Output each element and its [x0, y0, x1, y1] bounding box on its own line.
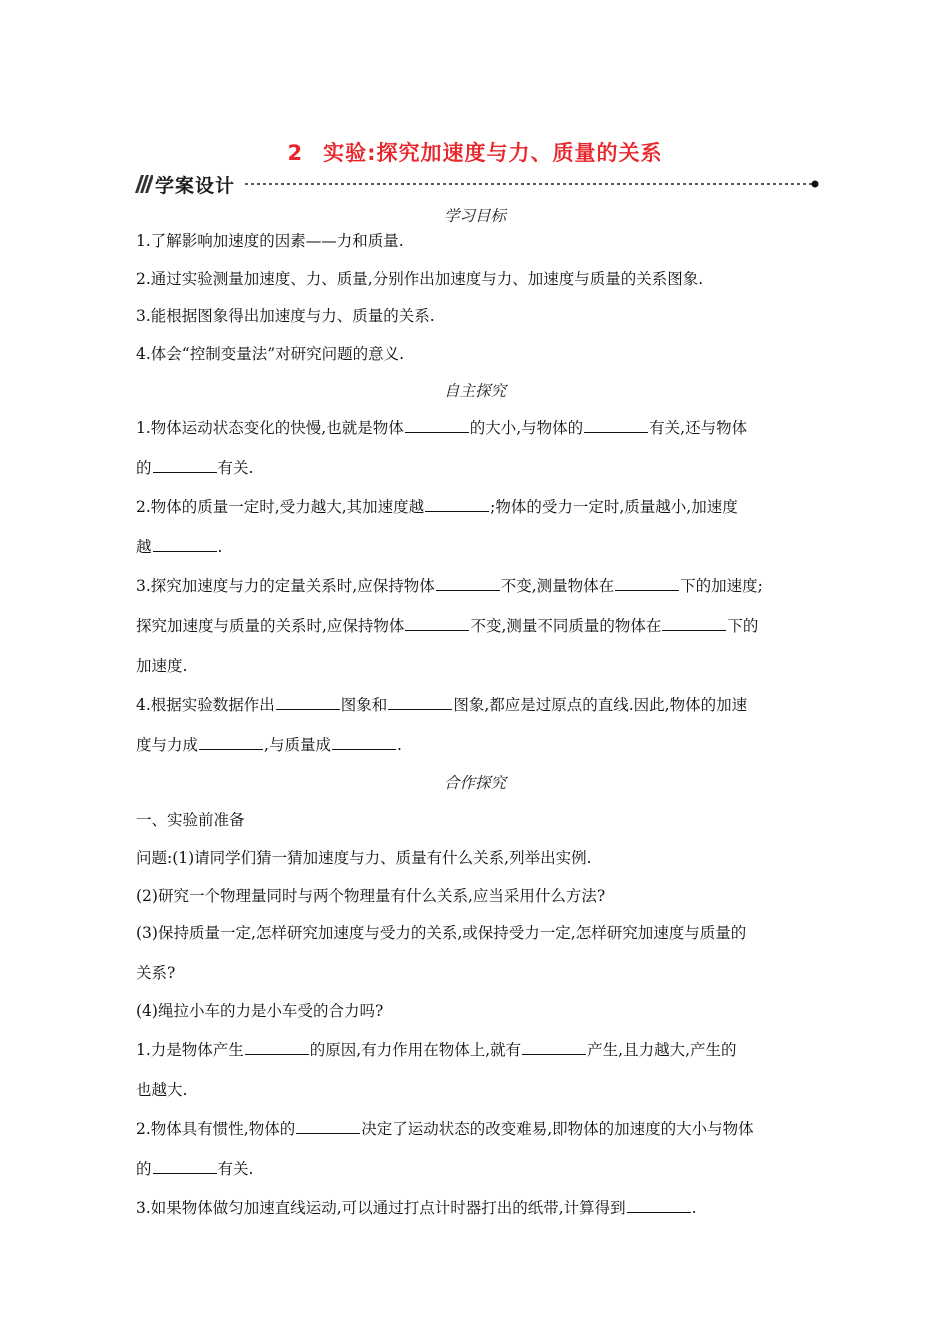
self-q3-line1: 3.探究加速度与力的定量关系时,应保持物体 不变,测量物体在 下的加速度; [136, 577, 763, 595]
page-title [0, 137, 950, 167]
coop-c1-line1: 1.力是物体产生 的原因,有力作用在物体上,就有 产生,且力越大,产生的 [136, 1041, 737, 1059]
self-q1-line1: 1.物体运动状态变化的快慢,也就是物体 的大小,与物体的 有关,还与物体 [136, 419, 748, 437]
self-q4-line2: 度与力成 ,与质量成 . [136, 736, 402, 754]
coop-part-title: 一、实验前准备 [136, 811, 245, 829]
coop-c2-line2: 的 有关. [136, 1160, 254, 1178]
goal-line: 4.体会“控制变量法”对研究问题的意义. [136, 345, 405, 363]
self-q3-line2: 探究加速度与质量的关系时,应保持物体 不变,测量不同质量的物体在 下的 [136, 617, 759, 635]
banner-label: 学案设计 [155, 175, 236, 197]
goal-line: 1.了解影响加速度的因素——力和质量. [136, 232, 404, 250]
answer-blank[interactable] [153, 1159, 217, 1174]
section-number: 2 [287, 141, 304, 165]
section-banner [135, 170, 820, 198]
answer-blank[interactable] [296, 1119, 360, 1134]
goals-heading: 学习目标 [443, 207, 506, 225]
answer-blank[interactable] [584, 418, 648, 433]
answer-blank[interactable] [276, 695, 340, 710]
answer-blank[interactable] [405, 616, 469, 631]
self-heading: 自主探究 [443, 382, 506, 400]
self-q4-line1: 4.根据实验数据作出 图象和 图象,都应是过原点的直线.因此,物体的加速 [136, 696, 748, 714]
answer-blank[interactable] [425, 497, 489, 512]
answer-blank[interactable] [662, 616, 726, 631]
coop-heading: 合作探究 [443, 774, 506, 792]
stripes-icon [135, 175, 153, 193]
coop-question: (4)绳拉小车的力是小车受的合力吗? [136, 1002, 384, 1020]
coop-question: (3)保持质量一定,怎样研究加速度与受力的关系,或保持受力一定,怎样研究加速度与质量的 [136, 924, 747, 942]
coop-c3-line1: 3.如果物体做匀加速直线运动,可以通过打点计时器打出的纸带,计算得到 . [136, 1199, 697, 1217]
coop-c2-line1: 2.物体具有惯性,物体的 决定了运动状态的改变难易,即物体的加速度的大小与物体 [136, 1120, 754, 1138]
self-q2-line2: 越 . [136, 538, 223, 556]
answer-blank[interactable] [522, 1040, 586, 1055]
coop-question: (2)研究一个物理量同时与两个物理量有什么关系,应当采用什么方法? [136, 887, 606, 905]
answer-blank[interactable] [332, 735, 396, 750]
answer-blank[interactable] [153, 458, 217, 473]
answer-blank[interactable] [388, 695, 452, 710]
answer-blank[interactable] [245, 1040, 309, 1055]
goal-line: 2.通过实验测量加速度、力、质量,分别作出加速度与力、加速度与质量的关系图象. [136, 270, 704, 288]
coop-question: 问题:(1)请同学们猜一猜加速度与力、质量有什么关系,列举出实例. [136, 849, 592, 867]
coop-c1-line2: 也越大. [136, 1081, 188, 1099]
answer-blank[interactable] [627, 1198, 691, 1213]
title-text: 实验:探究加速度与力、质量的关系 [323, 141, 663, 165]
answer-blank[interactable] [615, 576, 679, 591]
answer-blank[interactable] [199, 735, 263, 750]
self-q3-line3: 加速度. [136, 657, 188, 675]
self-q2-line1: 2.物体的质量一定时,受力越大,其加速度越 ;物体的受力一定时,质量越小,加速度 [136, 498, 738, 516]
dotted-rule [245, 178, 820, 190]
answer-blank[interactable] [405, 418, 469, 433]
goal-line: 3.能根据图象得出加速度与力、质量的关系. [136, 307, 435, 325]
answer-blank[interactable] [153, 537, 217, 552]
answer-blank[interactable] [436, 576, 500, 591]
self-q1-line2: 的 有关. [136, 459, 254, 477]
coop-question: 关系? [136, 964, 176, 982]
